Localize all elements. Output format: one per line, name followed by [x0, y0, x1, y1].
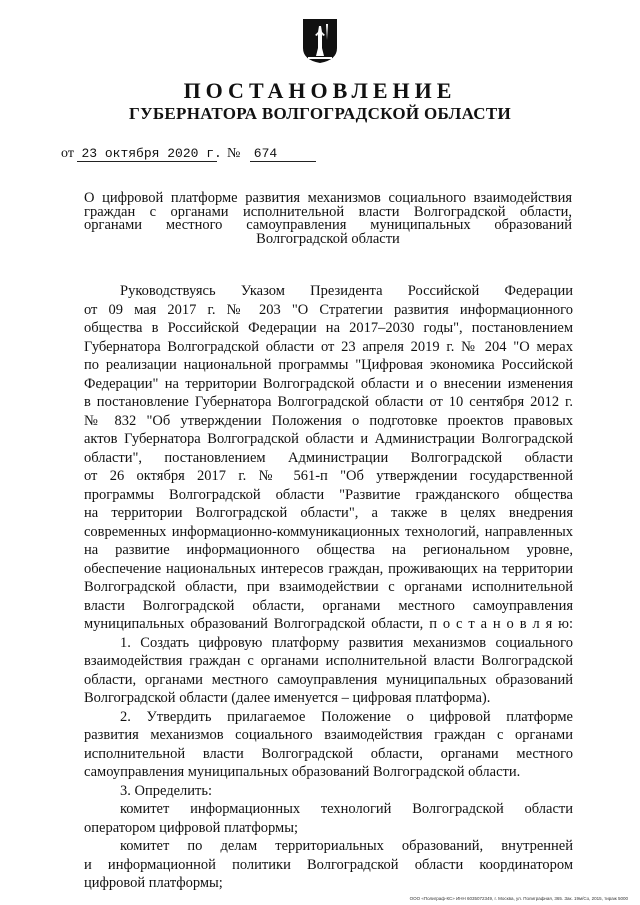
body-line: программы Волгоградской области "Развитие гражданского общества: [84, 486, 573, 503]
body-line: на развитие информационного общества на региональном уровне,: [84, 542, 573, 558]
number-label: №: [226, 146, 241, 161]
body-line: исполнительной власти Волгоградской области, органами местного: [84, 745, 573, 762]
body-line: Губернатора Волгоградской области от 23 апреля 2019 г. № 204 "О мерах: [84, 338, 573, 355]
document-date: 23 октября 2020 г.: [77, 147, 217, 162]
body-line: взаимодействия граждан с органами исполнительной власти Волгоградской: [84, 653, 573, 669]
subject-line: О цифровой платформе развития механизмов социального взаимодействия: [84, 190, 572, 206]
body-line: обеспечение национальных интересов граждан, проживающих на территории: [84, 560, 573, 577]
body-line: от 09 мая 2017 г. № 203 "О Стратегии развития информационного: [84, 301, 573, 318]
issuer-title: ГУБЕРНАТОРА ВОЛГОГРАДСКОЙ ОБЛАСТИ: [128, 104, 512, 123]
document-date-number: [61, 146, 316, 162]
body-line: от 26 октября 2017 г. № 561-п "Об утверждении государственной: [84, 468, 573, 484]
body-line: современных информационно-коммуникационных технологий, направленных: [84, 523, 573, 540]
document-subject: [84, 192, 572, 246]
body-line: 3. Определить:: [120, 782, 213, 799]
body-line: общества в Российской Федерации на 2017–2030 годы", постановлением: [84, 320, 573, 336]
coat-of-arms-icon: [302, 18, 338, 64]
document-type-title: ПОСТАНОВЛЕНИЕ: [183, 78, 457, 103]
body-line: 2. Утвердить прилагаемое Положение о цифровой платформе: [120, 708, 573, 725]
subject-line: Волгоградской области: [256, 230, 400, 247]
body-line: актов Губернатора Волгоградской области и Администрации Волгоградской: [84, 431, 573, 447]
body-line: области, органами местного самоуправления муниципальных образований: [84, 671, 573, 688]
body-line: комитет информационных технологий Волгоградской области: [120, 801, 573, 817]
body-line: 1. Создать цифровую платформу развития механизмов социального: [120, 634, 573, 651]
document-number: 674: [250, 147, 316, 162]
body-line: развития механизмов социального взаимодействия граждан с органами: [84, 727, 573, 743]
body-line: Федерации" на территории Волгоградской области и о внесении изменения: [84, 375, 573, 392]
body-line: № 832 "Об утверждении Положения о подготовке проектов правовых: [84, 412, 573, 429]
body-line: оператором цифровой платформы;: [84, 819, 298, 836]
subject-line: граждан с органами исполнительной власти Волгоградской области,: [84, 203, 572, 220]
body-line: Руководствуясь Указом Президента Российской Федерации: [120, 283, 573, 299]
body-line: по реализации национальной программы "Цифровая экономика Российской: [84, 357, 573, 373]
body-line: в постановление Губернатора Волгоградской области от 10 сентября 2012 г.: [84, 394, 573, 410]
body-line: на территории Волгоградской области", а также в целях внедрения: [84, 505, 573, 521]
body-line: комитет по делам территориальных образований, внутренней: [120, 838, 573, 854]
date-label: от: [61, 146, 74, 161]
body-line: муниципальных образований Волгоградской области, п о с т а н о в л я ю:: [84, 616, 573, 632]
body-line: Волгоградской области (далее именуется – цифровая платформа).: [84, 690, 491, 706]
body-line: Волгоградской области, при взаимодействии с органами исполнительной: [84, 579, 573, 595]
subject-line: органами местного самоуправления муниципальных образований: [84, 217, 572, 233]
body-line: и информационной политики Волгоградской области координатором: [84, 856, 573, 873]
body-line: власти Волгоградской области, органами местного самоуправления: [84, 597, 573, 614]
body-line: самоуправления муниципальных образований Волгоградской области.: [84, 764, 521, 780]
body-line: цифровой платформы;: [84, 875, 223, 891]
body-line: области", постановлением Администрации Волгоградской области: [84, 449, 573, 466]
printer-imprint: ООО «Полиграф-КС» ИНН 6035072349, г. Москва, ул. Полиграфная, 365. Зак. 19м/Со, 2015, тираж 5000: [409, 896, 628, 901]
document-body: [84, 282, 573, 893]
